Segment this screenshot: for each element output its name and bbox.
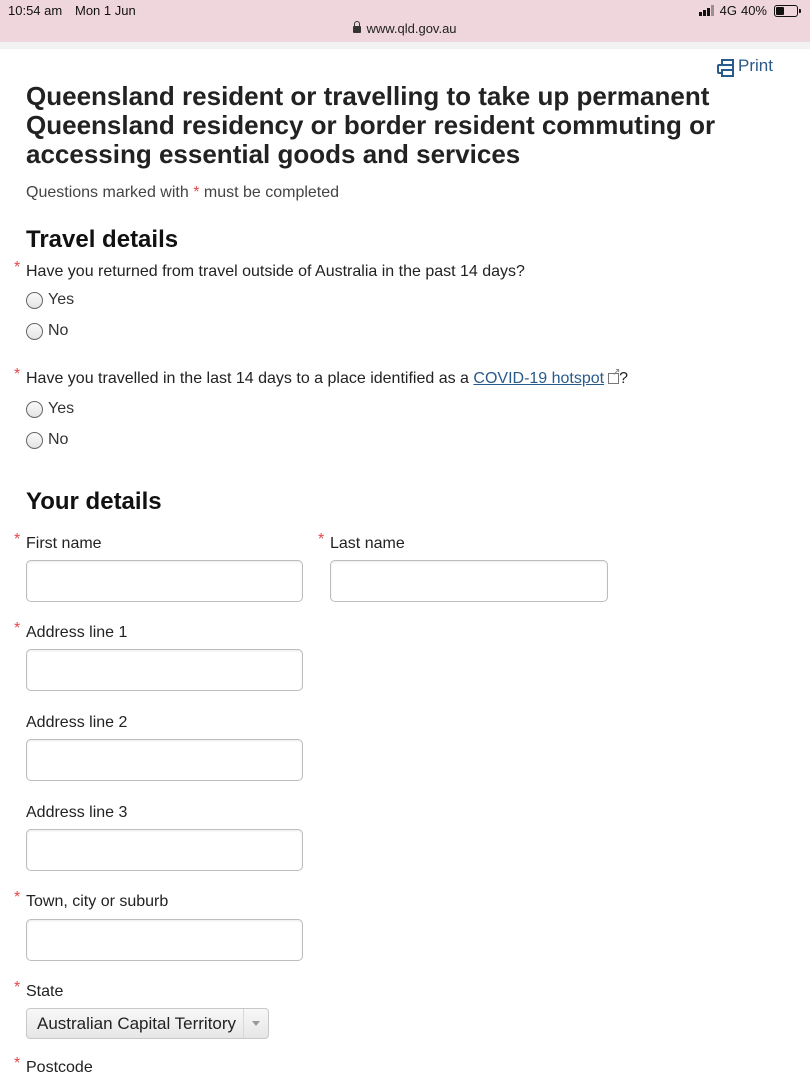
question-label: Have you returned from travel outside of Australia in the past 14 days? [26,263,525,280]
postcode-label [14,1055,93,1077]
status-date: Mon 1 Jun [75,3,136,18]
network-type: 4G [719,3,737,18]
address-line-3-label: Address line 3 [26,804,128,821]
travel-details-heading: Travel details [26,226,179,253]
required-note-before: Questions marked with [26,184,194,201]
external-link-icon [608,373,619,384]
signal-icon [699,5,714,16]
required-star: * [14,1055,21,1072]
question-overseas-travel [14,259,525,281]
q1-no-option[interactable] [26,322,68,340]
required-star: * [14,620,21,637]
address-line-3-field[interactable] [26,829,303,871]
first-name-label [14,531,102,553]
required-star: * [14,531,21,548]
address-line-2-label: Address line 2 [26,714,128,731]
radio-button[interactable] [26,401,43,418]
required-note-after: must be completed [199,184,340,201]
required-note [26,184,339,202]
url-text: www.qld.gov.au [366,21,457,36]
covid-hotspot-link[interactable] [473,370,619,387]
q2-yes-option[interactable] [26,400,74,418]
required-star: * [14,259,21,276]
lock-icon [353,26,361,33]
label-text: Town, city or suburb [26,893,169,910]
question-label: Have you travelled in the last 14 days to a place identified as a [26,370,474,387]
print-link[interactable] [717,56,773,76]
last-name-field[interactable] [330,560,608,602]
q2-no-option[interactable] [26,431,68,449]
radio-button[interactable] [26,292,43,309]
q1-yes-option[interactable] [26,291,74,309]
printer-icon [717,59,734,74]
label-text: State [26,983,64,1000]
link-text: COVID-19 hotspot [473,370,605,387]
status-bar [0,0,810,42]
address-bar[interactable] [0,21,810,36]
page-title: Queensland resident or travelling to take up permanent Queensland residency or border resident commuting or accessing essential goods and services [26,81,716,169]
battery-percent: 40% [740,3,767,18]
required-star: * [14,889,21,906]
label-text: First name [26,535,102,552]
address-line-1-label [14,620,128,642]
status-time: 10:54 am [8,3,63,18]
your-details-heading: Your details [26,488,162,515]
chevron-down-icon [243,1009,268,1038]
label-text: Address line 1 [26,624,128,641]
question-mark: ? [619,370,629,387]
address-line-1-field[interactable] [26,649,303,691]
address-line-2-field[interactable] [26,739,303,781]
print-label: Print [738,56,773,75]
label-text: Last name [330,535,405,552]
town-field[interactable] [26,919,303,961]
radio-button[interactable] [26,323,43,340]
status-indicators [699,3,798,18]
required-star: * [193,184,200,201]
required-star: * [14,366,21,383]
label-text: Postcode [26,1059,93,1076]
first-name-field[interactable] [26,560,303,602]
state-label [14,979,64,1001]
option-label: Yes [48,400,75,417]
option-label: Yes [48,291,75,308]
option-label: No [48,322,69,339]
battery-icon [774,5,798,17]
question-hotspot-travel [14,366,629,388]
town-label [14,889,169,911]
option-label: No [48,431,69,448]
toolbar-divider [0,42,810,49]
required-star: * [318,531,325,548]
last-name-label [318,531,405,553]
state-selected-value: Australian Capital Territory [37,1014,237,1033]
radio-button[interactable] [26,432,43,449]
required-star: * [14,979,21,996]
state-select[interactable] [26,1008,269,1039]
